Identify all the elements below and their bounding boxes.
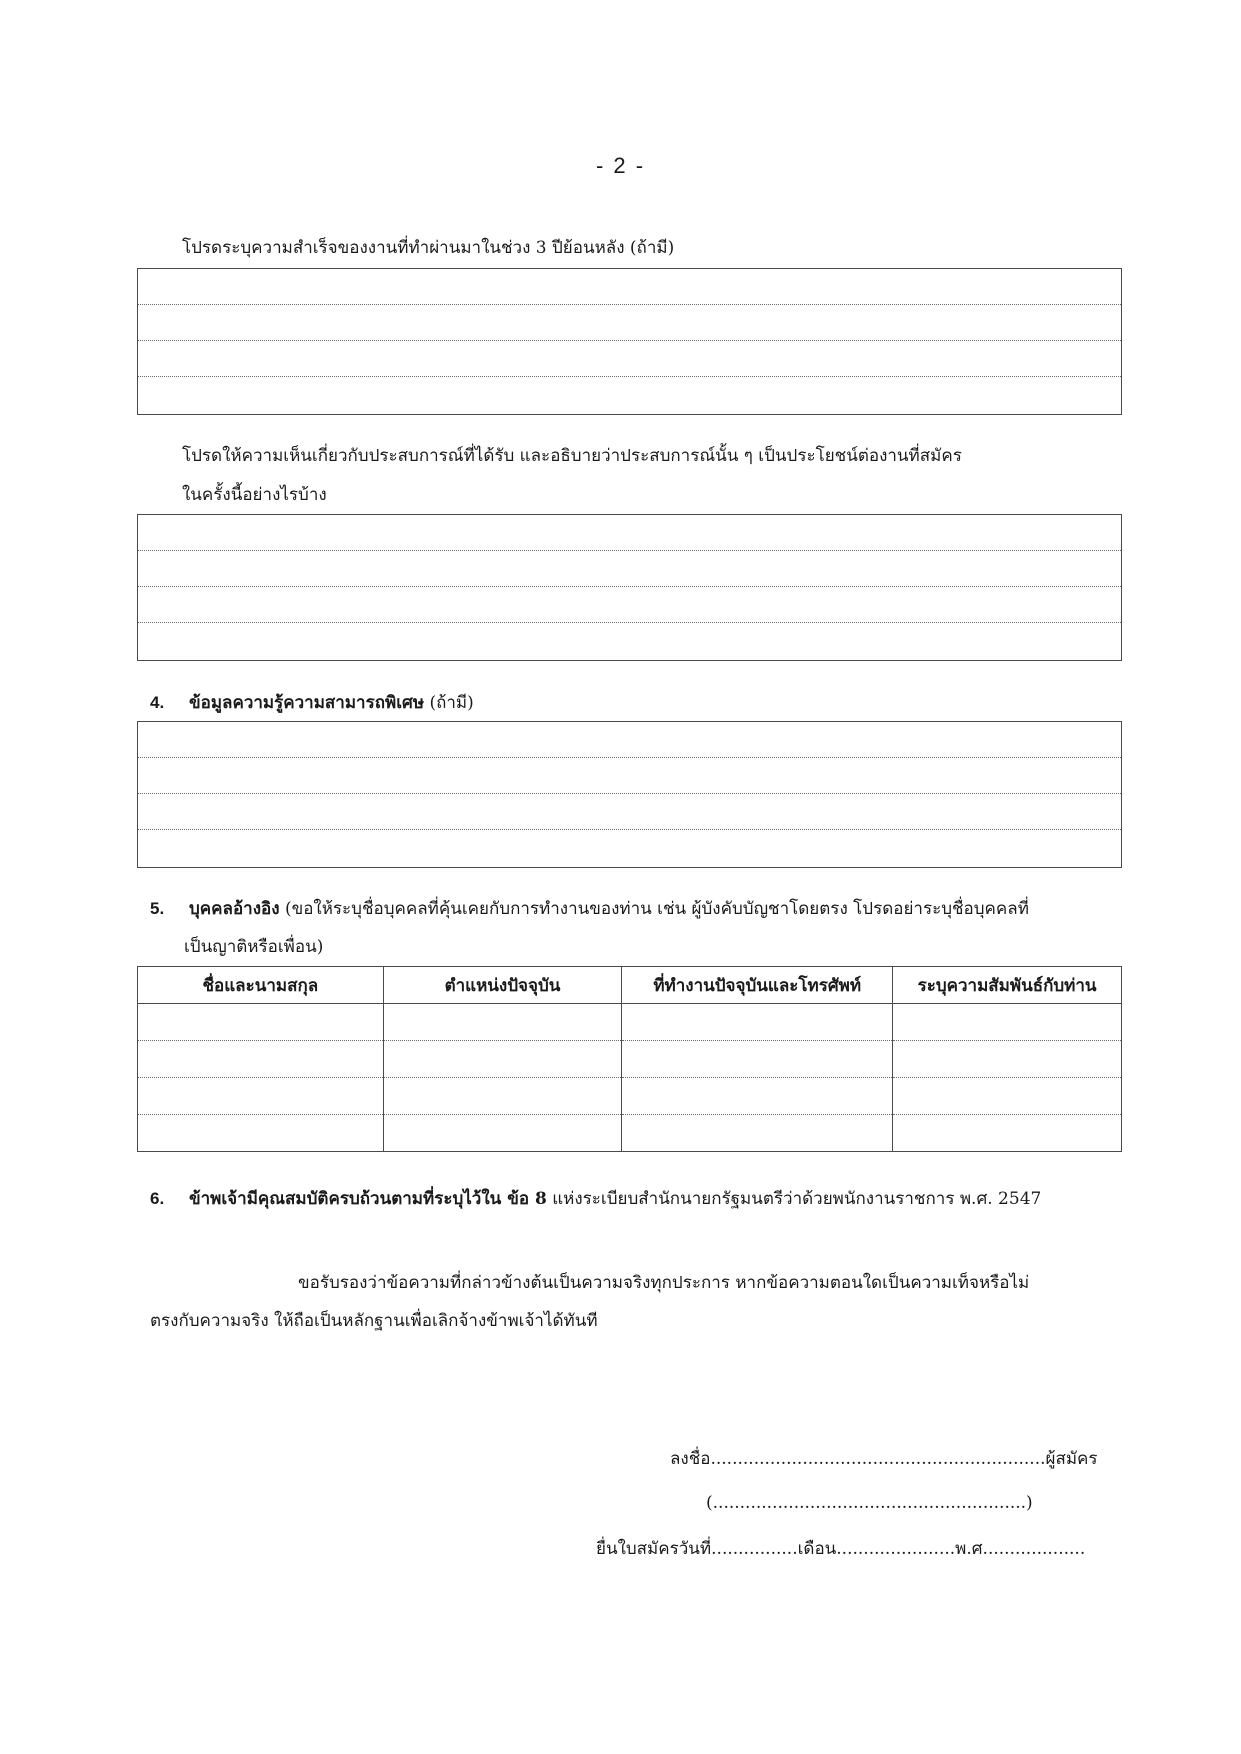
table-cell[interactable] <box>622 1004 893 1041</box>
section-number: 6. <box>150 1189 165 1208</box>
experience-answer-box[interactable] <box>137 514 1122 661</box>
table-cell[interactable] <box>622 1078 893 1115</box>
answer-line[interactable] <box>138 341 1121 377</box>
header-position: ตำแหน่งปัจจุบัน <box>383 967 622 1004</box>
application-date-line[interactable]: ยื่นใบสมัครวันที่................เดือน......................พ.ศ................... <box>596 1539 1086 1559</box>
section5-heading <box>150 898 1029 920</box>
section-number: 5. <box>150 899 165 918</box>
section4-heading <box>150 692 474 714</box>
certification-line1: ขอรับรองว่าข้อความที่กล่าวข้างต้นเป็นความจริงทุกประการ หากข้อความตอนใดเป็นความเท็จหรือไม่ <box>298 1273 1030 1293</box>
section-number: 4. <box>150 693 165 712</box>
answer-line[interactable] <box>138 794 1121 830</box>
table-row <box>138 1078 1122 1115</box>
answer-line[interactable] <box>138 623 1121 659</box>
table-cell[interactable] <box>383 1004 622 1041</box>
section6-bold-text: ข้าพเจ้ามีคุณสมบัติครบถ้วนตามที่ระบุไว้ใน ข้อ 8 <box>189 1189 547 1209</box>
table-cell[interactable] <box>893 1115 1122 1152</box>
answer-line[interactable] <box>138 305 1121 341</box>
section5-desc-line1: (ขอให้ระบุชื่อบุคคลที่คุ้นเคยกับการทำงานของท่าน เช่น ผู้บังคับบัญชาโดยตรง โปรดอย่าระบุชื่อบุคคลที่ <box>284 899 1029 919</box>
table-cell[interactable] <box>893 1041 1122 1078</box>
answer-line[interactable] <box>138 377 1121 413</box>
table-cell[interactable] <box>893 1004 1122 1041</box>
page-number: - 2 - <box>595 153 646 178</box>
table-cell[interactable] <box>138 1004 384 1041</box>
header-name: ชื่อและนามสกุล <box>138 967 384 1004</box>
table-cell[interactable] <box>893 1078 1122 1115</box>
section4-note: (ถ้ามี) <box>429 693 474 713</box>
table-cell[interactable] <box>383 1041 622 1078</box>
table-row <box>138 1004 1122 1041</box>
table-header-row <box>138 967 1122 1004</box>
section5-desc-line2: เป็นญาติหรือเพื่อน) <box>184 937 324 957</box>
table-cell[interactable] <box>138 1115 384 1152</box>
experience-prompt-line2: ในครั้งนี้อย่างไรบ้าง <box>182 485 327 505</box>
answer-line[interactable] <box>138 722 1121 758</box>
achievements-prompt: โปรดระบุความสำเร็จของงานที่ทำผ่านมาในช่วง 3 ปีย้อนหลัง (ถ้ามี) <box>182 238 675 258</box>
table-cell[interactable] <box>383 1115 622 1152</box>
section6-rest-text: แห่งระเบียบสำนักนายกรัฐมนตรีว่าด้วยพนักงานราชการ พ.ศ. 2547 <box>552 1189 1042 1209</box>
section5-title: บุคคลอ้างอิง <box>189 899 280 919</box>
header-workplace-phone: ที่ทำงานปัจจุบันและโทรศัพท์ <box>622 967 893 1004</box>
achievements-answer-box[interactable] <box>137 268 1122 415</box>
special-skills-answer-box[interactable] <box>137 721 1122 868</box>
table-cell[interactable] <box>622 1041 893 1078</box>
printed-name-line[interactable]: (..........................................................) <box>706 1493 1033 1513</box>
experience-prompt-line1: โปรดให้ความเห็นเกี่ยวกับประสบการณ์ที่ได้รับ และอธิบายว่าประสบการณ์นั้น ๆ เป็นประโยชน์ต่องานที่สมัคร <box>182 446 962 466</box>
header-relationship: ระบุความสัมพันธ์กับท่าน <box>893 967 1122 1004</box>
signature-line[interactable]: ลงชื่อ..............................................................ผู้สมัคร <box>670 1449 1098 1469</box>
table-cell[interactable] <box>138 1041 384 1078</box>
answer-line[interactable] <box>138 587 1121 623</box>
answer-line[interactable] <box>138 830 1121 866</box>
table-cell[interactable] <box>622 1115 893 1152</box>
table-row <box>138 1115 1122 1152</box>
answer-line[interactable] <box>138 758 1121 794</box>
table-row <box>138 1041 1122 1078</box>
answer-line[interactable] <box>138 551 1121 587</box>
section4-title: ข้อมูลความรู้ความสามารถพิเศษ <box>189 693 425 713</box>
references-table <box>137 966 1122 1152</box>
certification-line2: ตรงกับความจริง ให้ถือเป็นหลักฐานเพื่อเลิกจ้างข้าพเจ้าได้ทันที <box>150 1311 598 1331</box>
section6-statement <box>150 1188 1041 1210</box>
table-cell[interactable] <box>383 1078 622 1115</box>
table-cell[interactable] <box>138 1078 384 1115</box>
answer-line[interactable] <box>138 269 1121 305</box>
answer-line[interactable] <box>138 515 1121 551</box>
